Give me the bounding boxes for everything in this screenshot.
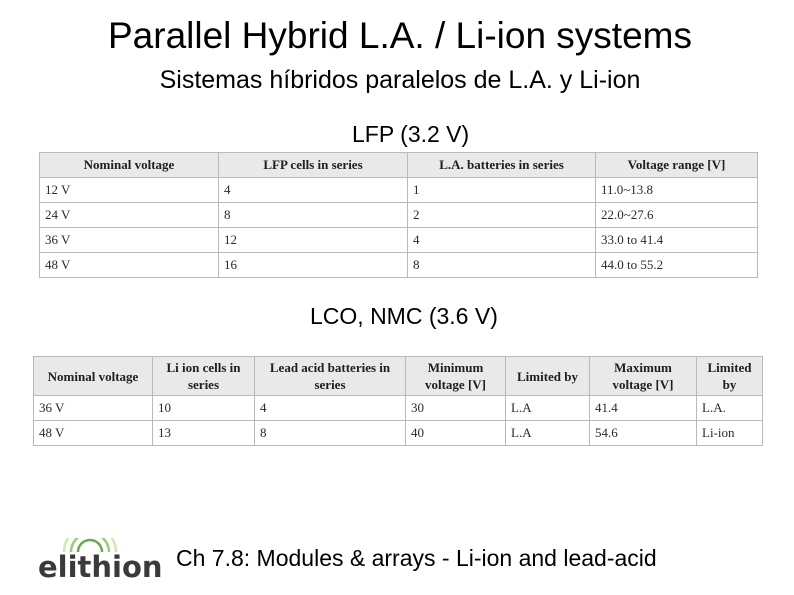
lfp-section-label: LFP (3.2 V) xyxy=(352,121,470,147)
table-cell: L.A xyxy=(506,421,590,446)
table-row xyxy=(40,228,758,253)
table-header-row xyxy=(40,153,758,178)
table-cell: 16 xyxy=(219,253,408,278)
table-cell: 41.4 xyxy=(590,396,697,421)
table-cell: 30 xyxy=(406,396,506,421)
table-cell: 13 xyxy=(153,421,255,446)
table-cell: 22.0~27.6 xyxy=(596,203,758,228)
elithion-logo xyxy=(38,538,163,586)
column-header: Maximum voltage [V] xyxy=(590,357,697,396)
table-row xyxy=(40,253,758,278)
table-cell: 8 xyxy=(408,253,596,278)
column-header: Limited by xyxy=(506,357,590,396)
table-cell: Li-ion xyxy=(697,421,763,446)
table-cell: 48 V xyxy=(40,253,219,278)
table-cell: 11.0~13.8 xyxy=(596,178,758,203)
slide-subtitle: Sistemas híbridos paralelos de L.A. y Li-ion xyxy=(159,66,641,94)
footer-caption: Ch 7.8: Modules & arrays - Li-ion and lead-acid xyxy=(176,545,657,571)
column-header: Minimum voltage [V] xyxy=(406,357,506,396)
column-header: LFP cells in series xyxy=(219,153,408,178)
table-cell: 4 xyxy=(219,178,408,203)
column-header: Nominal voltage xyxy=(40,153,219,178)
table-cell: 8 xyxy=(255,421,406,446)
logo-text: elithion xyxy=(38,550,163,584)
table-cell: 12 xyxy=(219,228,408,253)
column-header: Limited by xyxy=(697,357,763,396)
lfp-table xyxy=(39,152,758,278)
table-cell: 24 V xyxy=(40,203,219,228)
table-row xyxy=(40,203,758,228)
table-cell: 44.0 to 55.2 xyxy=(596,253,758,278)
table-cell: 36 V xyxy=(34,396,153,421)
table-cell: L.A xyxy=(506,396,590,421)
table-cell: 4 xyxy=(408,228,596,253)
column-header: L.A. batteries in series xyxy=(408,153,596,178)
table-row xyxy=(40,178,758,203)
table-cell: 1 xyxy=(408,178,596,203)
column-header: Lead acid batteries in series xyxy=(255,357,406,396)
table-cell: 4 xyxy=(255,396,406,421)
column-header: Li ion cells in series xyxy=(153,357,255,396)
column-header: Voltage range [V] xyxy=(596,153,758,178)
slide-title: Parallel Hybrid L.A. / Li-ion systems xyxy=(108,15,692,56)
table-header-row xyxy=(34,357,763,396)
table-cell: 40 xyxy=(406,421,506,446)
table-row xyxy=(34,421,763,446)
table-cell: 12 V xyxy=(40,178,219,203)
table-cell: 48 V xyxy=(34,421,153,446)
table-cell: 54.6 xyxy=(590,421,697,446)
table-cell: 33.0 to 41.4 xyxy=(596,228,758,253)
table-cell: 10 xyxy=(153,396,255,421)
table-cell: L.A. xyxy=(697,396,763,421)
lco-table xyxy=(33,356,763,446)
table-row xyxy=(34,396,763,421)
table-cell: 36 V xyxy=(40,228,219,253)
column-header: Nominal voltage xyxy=(34,357,153,396)
table-cell: 8 xyxy=(219,203,408,228)
table-cell: 2 xyxy=(408,203,596,228)
lco-section-label: LCO, NMC (3.6 V) xyxy=(310,303,498,329)
